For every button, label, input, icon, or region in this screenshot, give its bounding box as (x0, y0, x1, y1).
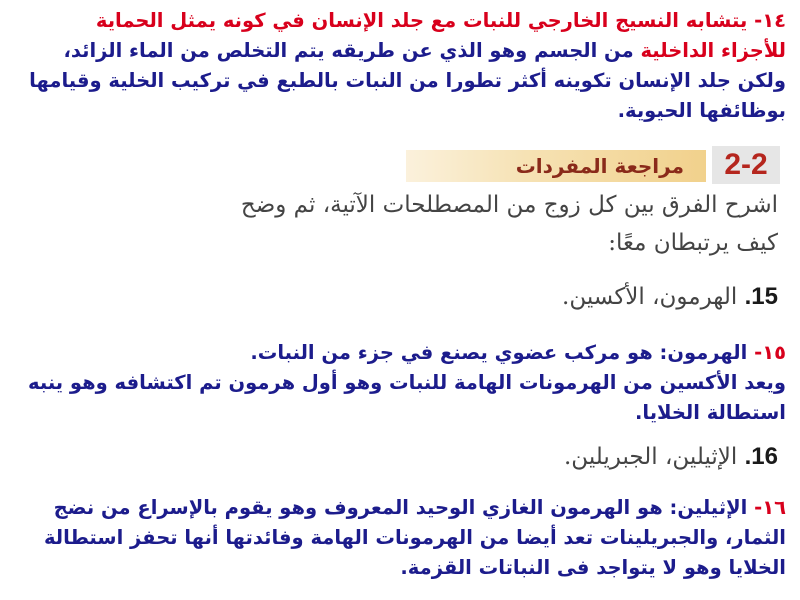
answer-15-number: ١٥- (754, 341, 786, 364)
answer-15-line-1 (14, 338, 786, 368)
instructions-line-2: كيف يرتبطان معًا: (608, 230, 778, 256)
question-16-number: 16. (744, 443, 778, 470)
instructions-line-1: اشرح الفرق بين كل زوج من المصطلحات الآتية، ثم وضح (240, 192, 778, 218)
answer-16-line-1 (14, 493, 786, 523)
section-title: مراجعة المفردات (406, 150, 706, 182)
answer-14-highlight: للأجزاء الداخلية (640, 39, 786, 62)
answer-15 (14, 338, 786, 428)
question-15-text: الهرمون، الأكسين. (562, 284, 738, 310)
answer-14-line-1-text: يتشابه النسيج الخارجي للنبات مع جلد الإنسان في كونه يمثل الحماية (95, 9, 748, 32)
answer-15-line-3: استطالة الخلايا. (635, 401, 786, 424)
answer-14-line-2 (14, 36, 786, 66)
question-16 (14, 438, 778, 476)
question-16-text: الإثيلين، الجبريلين. (564, 444, 738, 470)
answer-16-line-3: الخلايا وهو لا يتواجد فى النباتات القزمة. (400, 556, 786, 579)
question-15-number: 15. (744, 283, 778, 310)
answer-16 (14, 493, 786, 583)
answer-15-line-1-text: الهرمون: هو مركب عضوي يصنع في جزء من النبات. (250, 341, 748, 364)
answer-16-line-2: الثمار، والجبريلينات تعد أيضا من الهرمونات الهامة وفائدتها أنها تحفز استطالة (43, 526, 786, 549)
answer-14-line-1 (14, 6, 786, 36)
answer-14 (14, 6, 786, 126)
answer-16-number: ١٦- (754, 496, 786, 519)
question-15 (14, 278, 778, 316)
answer-14-line-3: ولكن جلد الإنسان تكوينه أكثر تطورا من النبات بالطبع في تركيب الخلية وقيامها (29, 69, 786, 92)
answer-16-line-1-text: الإثيلين: هو الهرمون الغازي الوحيد المعروف وهو يقوم بالإسراع من نضج (53, 496, 748, 519)
section-number: 2-2 (712, 146, 780, 184)
answer-14-number: ١٤- (754, 9, 786, 32)
instructions (14, 186, 778, 262)
answer-14-line-2-text: من الجسم وهو الذي عن طريقه يتم التخلص من الماء الزائد، (63, 39, 634, 62)
answer-15-line-2: ويعد الأكسين من الهرمونات الهامة للنبات وهو أول هرمون تم اكتشافه وهو ينبه (28, 371, 786, 394)
vocab-review-header (14, 146, 786, 186)
answer-14-line-4: بوظائفها الحيوية. (617, 99, 786, 122)
